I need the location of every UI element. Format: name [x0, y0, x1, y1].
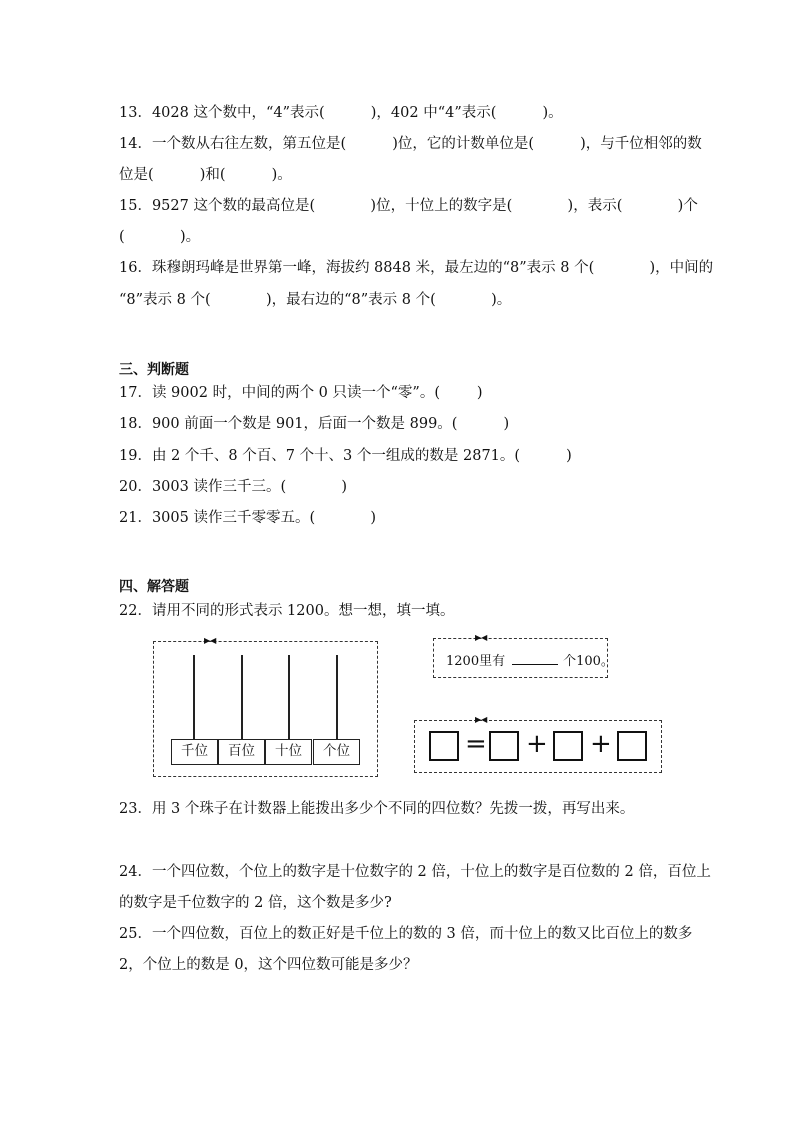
- question-25-line-2: 2，个位上的数是 0，这个四位数可能是多少？: [119, 957, 418, 973]
- question-14-line-1: 14．一个数从右往左数，第五位是( )位，它的计数单位是( )，与千位相邻的数: [119, 136, 702, 152]
- hundreds-count-suffix: 个100。: [563, 654, 614, 669]
- question-15-line-1: 15．9527 这个数的最高位是( )位，十位上的数字是( )，表示( )个: [119, 198, 698, 214]
- question-16-line-1: 16．珠穆朗玛峰是世界第一峰，海拔约 8848 米，最左边的“8”表示 8 个( )，中间的: [119, 260, 714, 276]
- plus-sign-1: +: [526, 729, 548, 759]
- answer-square-3[interactable]: [617, 731, 647, 761]
- equals-sign: =: [465, 729, 487, 759]
- question-22: 22．请用不同的形式表示 1200。想一想，填一填。: [119, 603, 455, 619]
- cut-mark-icon: ▶◀: [204, 636, 217, 645]
- cut-mark-icon: ▶◀: [475, 633, 488, 642]
- question-21: 21．3005 读作三千零零五。( ): [119, 510, 377, 526]
- question-18: 18．900 前面一个数是 901，后面一个数是 899。( ): [119, 416, 510, 432]
- cut-mark-icon: ▶◀: [475, 715, 488, 724]
- counter-rod-tens: [288, 655, 290, 740]
- question-24-line-2: 的数字是千位数字的 2 倍，这个数是多少?: [119, 895, 392, 911]
- hundreds-count-prefix: 1200里有: [446, 654, 506, 669]
- question-20: 20．3003 读作三千三。( ): [119, 479, 348, 495]
- place-label-thousands: 千位: [171, 739, 218, 765]
- place-label-tens: 十位: [265, 739, 312, 765]
- question-25-line-1: 25．一个四位数，百位上的数正好是千位上的数的 3 倍，而十位上的数又比百位上的数多: [119, 926, 693, 942]
- answer-blank[interactable]: [512, 651, 558, 665]
- section-title-judge: 三、判断题: [119, 362, 189, 378]
- counter-rod-thousands: [193, 655, 195, 740]
- section-title-answer: 四、解答题: [119, 579, 189, 595]
- answer-square-1[interactable]: [489, 731, 519, 761]
- counter-rod-ones: [336, 655, 338, 740]
- question-14-line-2: 位是( )和( )。: [119, 167, 292, 183]
- place-label-hundreds: 百位: [218, 739, 265, 765]
- question-24-line-1: 24．一个四位数，个位上的数字是十位数字的 2 倍，十位上的数字是百位数的 2 倍，百位上: [119, 864, 711, 880]
- place-label-ones: 个位: [313, 739, 360, 765]
- question-16-line-2: “8”表示 8 个( )，最右边的“8”表示 8 个( )。: [119, 292, 512, 308]
- answer-square-2[interactable]: [553, 731, 583, 761]
- question-15-line-2: ( )。: [119, 229, 201, 245]
- question-19: 19．由 2 个千、8 个百、7 个十、3 个一组成的数是 2871。( ): [119, 448, 572, 464]
- answer-square-total[interactable]: [429, 731, 459, 761]
- question-23: 23．用 3 个珠子在计数器上能拨出多少个不同的四位数？先拨一拨，再写出来。: [119, 801, 635, 817]
- counter-rod-hundreds: [241, 655, 243, 740]
- question-13: 13．4028 这个数中，“4”表示( )，402 中“4”表示( )。: [119, 105, 563, 121]
- hundreds-count-text: [446, 651, 614, 671]
- plus-sign-2: +: [590, 729, 612, 759]
- question-17: 17．读 9002 时，中间的两个 0 只读一个“零”。( ): [119, 385, 483, 401]
